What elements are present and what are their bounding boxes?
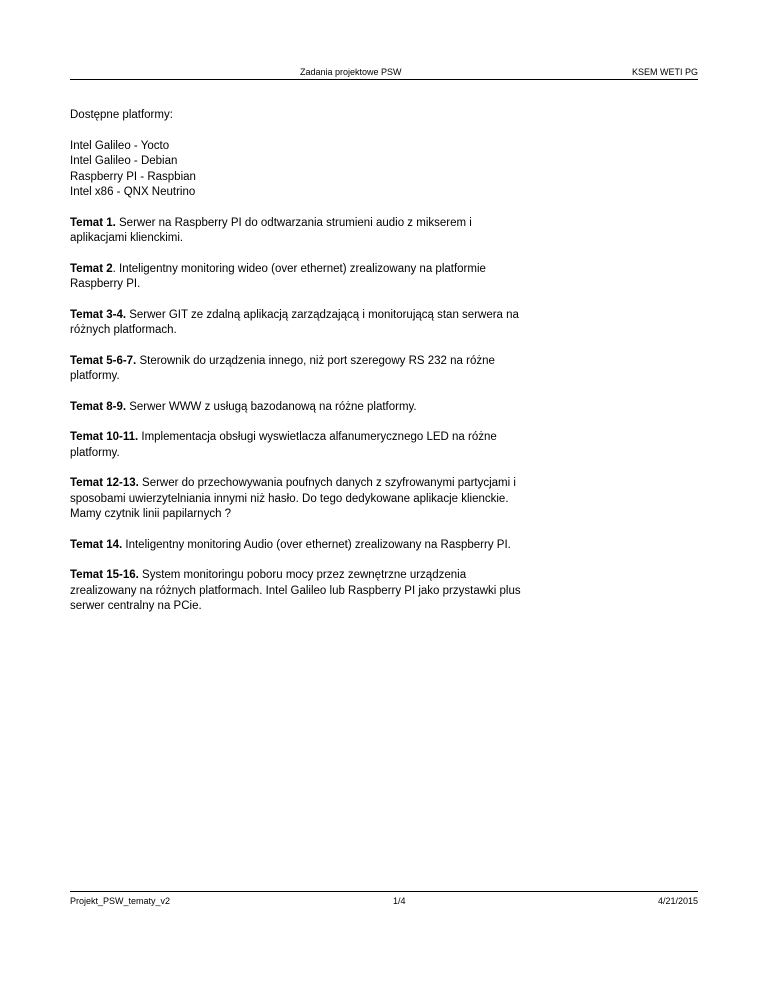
platform-item: Intel Galileo - Yocto <box>70 139 170 152</box>
topic-paragraph <box>70 216 530 247</box>
topic-paragraph <box>70 430 530 461</box>
topic-paragraph <box>70 476 530 523</box>
topic-title: Temat 2 <box>70 262 113 275</box>
topic-text: Serwer do przechowywania poufnych danych z szyfrowanymi partycjami i sposobami uwierzytelniania innymi niż hasło. Do tego dedykowane aplikacje klienckie. Mamy czytnik linii papilarnych ? <box>70 477 516 520</box>
header-title: Zadania projektowe PSW <box>300 67 402 77</box>
footer-page-number: 1/4 <box>393 896 406 906</box>
topic-title: Temat 12-13. <box>70 477 139 489</box>
document-body <box>70 108 530 630</box>
topic-title: Temat 8-9. <box>70 400 127 413</box>
platforms-heading: Dostępne platformy: <box>70 109 173 121</box>
footer-date: 4/21/2015 <box>657 896 698 906</box>
topic-title: Temat 10-11. <box>70 431 139 443</box>
platform-item: Intel Galileo - Debian <box>70 155 178 167</box>
platform-item: Raspberry PI - Raspbian <box>70 170 196 183</box>
topic-title: Temat 14. <box>70 538 123 551</box>
footer-filename: Projekt_PSW_tematy_v2 <box>70 896 171 906</box>
topic-text: Sterownik do urządzenia innego, niż port szeregowy RS 232 na różne platformy. <box>70 354 495 382</box>
topic-text: Implementacja obsługi wyswietlacza alfanumerycznego LED na różne platformy. <box>70 431 497 459</box>
platform-item: Intel x86 - QNX Neutrino <box>70 186 196 198</box>
topic-paragraph <box>70 538 530 554</box>
topic-text: . Inteligentny monitoring wideo (over ethernet) zrealizowany na platformie Raspberry PI. <box>70 262 486 290</box>
topic-paragraph <box>70 400 530 416</box>
topic-text: Serwer GIT ze zdalną aplikacją zarządzającą i monitorującą stan serwera na różnych platformach. <box>70 308 519 336</box>
topic-title: Temat 15-16. <box>70 569 139 581</box>
page-header <box>70 67 698 80</box>
topic-text: System monitoringu poboru mocy przez zewnętrzne urządzenia zrealizowany na różnych platformach. Intel Galileo lub Raspberry PI jako przystawki plus serwer centralny na PCie. <box>70 569 521 612</box>
topic-title: Temat 3-4. <box>70 308 127 321</box>
topic-title: Temat 5-6-7. <box>70 354 137 367</box>
topic-paragraph <box>70 308 530 339</box>
topic-text: Serwer WWW z usługą bazodanową na różne platformy. <box>126 400 417 413</box>
topic-paragraph <box>70 568 530 615</box>
topic-paragraph <box>70 354 530 385</box>
platforms-list <box>70 139 530 201</box>
topic-text: Inteligentny monitoring Audio (over ethernet) zrealizowany na Raspberry PI. <box>122 538 511 551</box>
topic-text: Serwer na Raspberry PI do odtwarzania strumieni audio z mikserem i aplikacjami klienckimi. <box>70 216 472 244</box>
topic-paragraph <box>70 262 530 293</box>
page-footer <box>70 891 698 906</box>
header-org: KSEM WETI PG <box>631 67 698 77</box>
topic-title: Temat 1. <box>70 216 116 229</box>
